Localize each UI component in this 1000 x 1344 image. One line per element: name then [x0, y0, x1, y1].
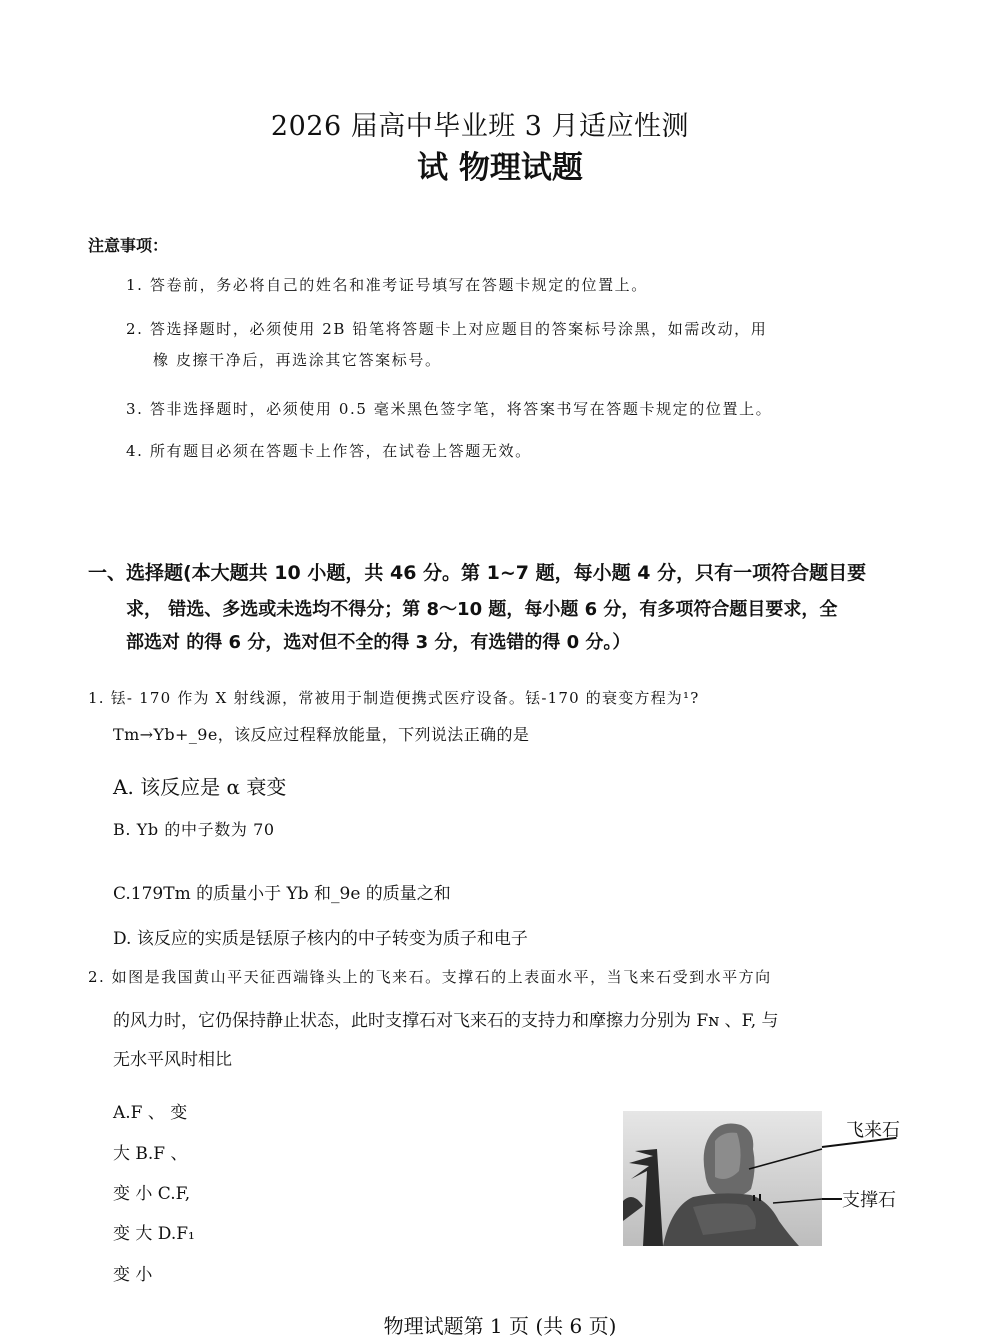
question-2-option-line: A.F 、 变 — [113, 1103, 188, 1123]
question-2-stem-cont: 无水平风时相比 — [113, 1050, 232, 1070]
question-2-option-line: 变 大 D.F₁ — [113, 1224, 195, 1244]
notice-item: 3. 答非选择题时，必须使用 0.5 毫米黑色签字笔，将答案书写在答题卡规定的位置上。 — [126, 400, 773, 418]
pointer-line — [822, 1198, 842, 1200]
question-2-option-line: 变 小 — [113, 1265, 153, 1285]
page-footer: 物理试题第 1 页 (共 6 页) — [383, 1314, 617, 1338]
question-1-stem: 1. 铥- 170 作为 X 射线源，常被用于制造便携式医疗设备。铥-170 的衰变方程为¹? — [88, 689, 700, 707]
question-2-option-line: 变 小 C.F, — [113, 1184, 191, 1204]
question-1-option-d: D. 该反应的实质是铥原子核内的中子转变为质子和电子 — [113, 929, 528, 949]
question-1-option-a: A. 该反应是 α 衰变 — [113, 775, 287, 799]
question-1-option-c: C.179Tm 的质量小于 Yb 和_9e 的质量之和 — [113, 884, 451, 904]
notice-item: 橡 皮擦干净后，再选涂其它答案标号。 — [153, 351, 442, 369]
question-2-stem: 2. 如图是我国黄山平天征西端锋头上的飞来石。支撑石的上表面水平，当飞来石受到水平方向 — [88, 968, 772, 986]
notice-item: 4. 所有题目必须在答题卡上作答，在试卷上答题无效。 — [126, 442, 532, 460]
exam-title-line1: 2026 届高中毕业班 3 月适应性测 — [270, 111, 690, 142]
exam-title-line2: 试 物理试题 — [417, 150, 583, 186]
question-2-option-line: 大 B.F 、 — [113, 1144, 188, 1164]
question-2-stem-cont: 的风力时，它仍保持静止状态，此时支撑石对飞来石的支持力和摩擦力分别为 Fɴ 、F, 与 — [113, 1011, 779, 1031]
section-heading-line1: 一、选择题(本大题共 10 小题，共 46 分。第 1~7 题，每小题 4 分，只有一项符合题目要 — [88, 562, 867, 584]
flying-rock-photo — [623, 1111, 822, 1246]
label-flying-rock: 飞来石 — [846, 1120, 900, 1141]
question-1-option-b: B. Yb 的中子数为 70 — [113, 820, 275, 839]
section-heading-line3: 部选对 的得 6 分，选对但不全的得 3 分，有选错的得 0 分。） — [126, 632, 631, 653]
section-heading-line2: 求， 错选、多选或未选均不得分；第 8～10 题，每小题 6 分，有多项符合题目要求，全 — [126, 599, 838, 620]
question-1-stem-cont: Tm→Yb+_9e，该反应过程释放能量，下列说法正确的是 — [113, 725, 530, 744]
notice-item: 1. 答卷前，务必将自己的姓名和准考证号填写在答题卡规定的位置上。 — [126, 276, 648, 294]
notice-heading: 注意事项： — [88, 236, 169, 255]
notice-item: 2. 答选择题时，必须使用 2B 铅笔将答题卡上对应题目的答案标号涂黑，如需改动，用 — [126, 320, 768, 338]
label-support-rock: 支撑石 — [842, 1190, 896, 1211]
